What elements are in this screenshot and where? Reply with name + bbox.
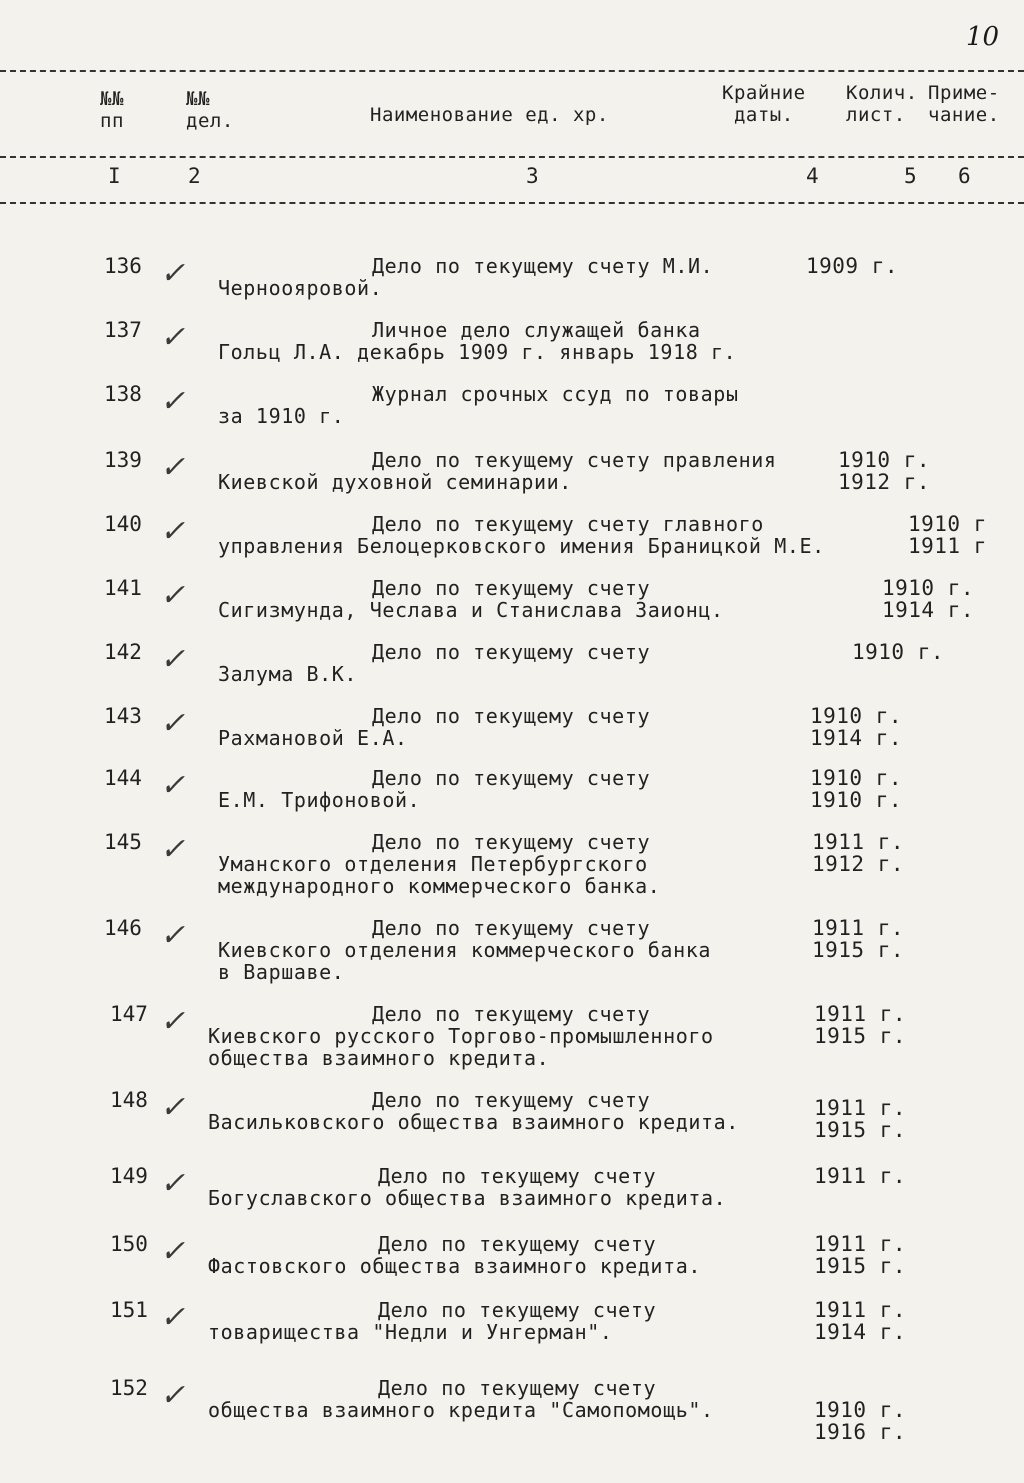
header-col-num: №№ пп xyxy=(100,88,124,132)
list-item xyxy=(0,1164,1024,1234)
check-mark-icon: ✓ xyxy=(160,320,186,355)
column-number-6: 6 xyxy=(958,164,971,188)
entry-date-start: 1911 г. xyxy=(814,1002,907,1026)
entry-title-line2: Киевской духовной семинарии. xyxy=(218,470,572,494)
column-number-1: I xyxy=(108,164,121,188)
entry-title-line3: общества взаимного кредита. xyxy=(208,1046,550,1070)
column-number-2: 2 xyxy=(188,164,201,188)
entry-date-start: 1911 г. xyxy=(812,916,905,940)
list-item xyxy=(0,830,1024,920)
entry-title: Дело по текущему счету xyxy=(372,576,651,600)
check-mark-icon: ✓ xyxy=(160,1166,186,1201)
entry-number: 140 xyxy=(104,512,142,536)
entry-number: 150 xyxy=(110,1232,148,1256)
entry-date-start: 1910 г. xyxy=(810,704,903,728)
entry-number: 145 xyxy=(104,830,142,854)
entry-number: 138 xyxy=(104,382,142,406)
entry-title-line2: Киевского отделения коммерческого банка xyxy=(218,938,711,962)
entry-title: Дело по текущему счету xyxy=(372,766,651,790)
list-item xyxy=(0,382,1024,452)
entry-title: Журнал срочных ссуд по товары xyxy=(372,382,739,406)
column-number-5: 5 xyxy=(904,164,917,188)
list-item xyxy=(0,1232,1024,1302)
entry-number: 146 xyxy=(104,916,142,940)
entry-title-line2: Черноояровой. xyxy=(218,276,383,300)
entry-title-line2: Сигизмунда, Чеслава и Станислава Заионц. xyxy=(218,598,724,622)
entry-title-line2: Гольц Л.А. декабрь 1909 г. январь 1918 г. xyxy=(218,340,737,364)
list-item xyxy=(0,766,1024,836)
list-item xyxy=(0,704,1024,774)
entry-title: Дело по текущему счету xyxy=(372,830,651,854)
list-item xyxy=(0,576,1024,646)
check-mark-icon: ✓ xyxy=(160,768,186,803)
entry-title: Дело по текущему счету xyxy=(378,1376,657,1400)
entry-title-line2: Рахмановой Е.А. xyxy=(218,726,408,750)
check-mark-icon: ✓ xyxy=(160,642,186,677)
entry-title: Дело по текущему счету xyxy=(372,704,651,728)
entry-title-line2: Е.М. Трифоновой. xyxy=(218,788,421,812)
entry-date-start: 1910 г. xyxy=(810,766,903,790)
check-mark-icon: ✓ xyxy=(160,1090,186,1125)
entry-date-end: 1914 г. xyxy=(882,598,975,622)
entry-title: Дело по текущему счету М.И. xyxy=(372,254,714,278)
check-mark-icon: ✓ xyxy=(160,578,186,613)
entry-title: Дело по текущему счету xyxy=(372,916,651,940)
column-number-3: 3 xyxy=(526,164,539,188)
list-item xyxy=(0,318,1024,388)
check-mark-icon: ✓ xyxy=(160,1300,186,1335)
entry-date-start: 1910 г. xyxy=(882,576,975,600)
entry-date-end: 1914 г. xyxy=(814,1320,907,1344)
column-number-4: 4 xyxy=(806,164,819,188)
list-item xyxy=(0,640,1024,710)
entry-number: 137 xyxy=(104,318,142,342)
entry-number: 141 xyxy=(104,576,142,600)
header-col-case: №№ дел. xyxy=(186,88,234,132)
entry-number: 148 xyxy=(110,1088,148,1112)
header-col-sheets: Колич. лист. xyxy=(846,82,918,126)
entry-number: 151 xyxy=(110,1298,148,1322)
check-mark-icon: ✓ xyxy=(160,384,186,419)
entry-title-line2: управления Белоцерковского имения Браницкой М.Е. xyxy=(218,534,825,558)
entry-date-start: 1911 г. xyxy=(814,1298,907,1322)
check-mark-icon: ✓ xyxy=(160,256,186,291)
header-bottom-rule xyxy=(0,202,1024,204)
entry-date-end: 1915 г. xyxy=(814,1118,907,1142)
entry-date-start: 1911 г. xyxy=(814,1164,907,1188)
entry-date-start: 1910 г xyxy=(908,512,987,536)
entry-date-end: 1912 г. xyxy=(812,852,905,876)
entry-date-end: 1911 г xyxy=(908,534,987,558)
check-mark-icon: ✓ xyxy=(160,706,186,741)
entry-title: Дело по текущему счету xyxy=(372,640,651,664)
entry-number: 144 xyxy=(104,766,142,790)
entry-title-line2: Уманского отделения Петербургского xyxy=(218,852,648,876)
entry-title-line2: общества взаимного кредита "Самопомощь". xyxy=(208,1398,714,1422)
list-item xyxy=(0,448,1024,518)
entry-number: 139 xyxy=(104,448,142,472)
entry-date-start: 1911 г. xyxy=(812,830,905,854)
entry-title: Дело по текущему счету xyxy=(378,1232,657,1256)
entry-date-end: 1915 г. xyxy=(812,938,905,962)
entry-number: 149 xyxy=(110,1164,148,1188)
list-item xyxy=(0,1376,1024,1456)
entry-title-line2: Фастовского общества взаимного кредита. xyxy=(208,1254,701,1278)
check-mark-icon: ✓ xyxy=(160,450,186,485)
page-number: 10 xyxy=(966,22,1000,52)
check-mark-icon: ✓ xyxy=(160,918,186,953)
entry-title-line2: за 1910 г. xyxy=(218,404,345,428)
header-col-dates: Крайние даты. xyxy=(722,82,806,126)
entry-number: 136 xyxy=(104,254,142,278)
entry-title: Дело по текущему счету xyxy=(378,1164,657,1188)
list-item xyxy=(0,1088,1024,1158)
entry-date-end: 1915 г. xyxy=(814,1254,907,1278)
entry-title-line2: Киевского русского Торгово-промышленного xyxy=(208,1024,714,1048)
entry-title: Дело по текущему счету xyxy=(378,1298,657,1322)
list-item xyxy=(0,512,1024,582)
entry-number: 147 xyxy=(110,1002,148,1026)
header-top-rule xyxy=(0,70,1024,72)
entry-title-line2: Богуславского общества взаимного кредита. xyxy=(208,1186,727,1210)
entry-title: Личное дело служащей банка xyxy=(372,318,701,342)
check-mark-icon: ✓ xyxy=(160,1378,186,1413)
entry-date-end: 1914 г. xyxy=(810,726,903,750)
entry-date-start: 1909 г. xyxy=(806,254,899,278)
entry-title-line2: Васильковского общества взаимного кредита. xyxy=(208,1110,739,1134)
header-col-title: Наименование ед. хр. xyxy=(370,104,609,126)
entry-date-start: 1911 г. xyxy=(814,1096,907,1120)
list-item xyxy=(0,916,1024,1006)
entry-date-end: 1912 г. xyxy=(838,470,931,494)
entry-number: 142 xyxy=(104,640,142,664)
header-mid-rule xyxy=(0,156,1024,158)
header-col-notes: Приме- чание. xyxy=(928,82,1000,126)
check-mark-icon: ✓ xyxy=(160,514,186,549)
entry-title-line3: международного коммерческого банка. xyxy=(218,874,661,898)
list-item xyxy=(0,254,1024,324)
entry-date-start: 1910 г. xyxy=(814,1398,907,1422)
check-mark-icon: ✓ xyxy=(160,832,186,867)
entry-date-start: 1911 г. xyxy=(814,1232,907,1256)
entry-title: Дело по текущему счету главного xyxy=(372,512,764,536)
entry-title: Дело по текущему счету xyxy=(372,1002,651,1026)
list-item xyxy=(0,1298,1024,1368)
entry-title: Дело по текущему счету xyxy=(372,1088,651,1112)
check-mark-icon: ✓ xyxy=(160,1004,186,1039)
entry-date-end: 1910 г. xyxy=(810,788,903,812)
entry-title-line3: в Варшаве. xyxy=(218,960,345,984)
entry-date-end: 1916 г. xyxy=(814,1420,907,1444)
entry-number: 143 xyxy=(104,704,142,728)
list-item xyxy=(0,1002,1024,1092)
entry-date-end: 1915 г. xyxy=(814,1024,907,1048)
entry-title: Дело по текущему счету правления xyxy=(372,448,777,472)
entry-title-line2: товарищества "Недли и Унгерман". xyxy=(208,1320,613,1344)
check-mark-icon: ✓ xyxy=(160,1234,186,1269)
entry-date-start: 1910 г. xyxy=(852,640,945,664)
entry-title-line2: Залума В.К. xyxy=(218,662,358,686)
entry-date-start: 1910 г. xyxy=(838,448,931,472)
entry-number: 152 xyxy=(110,1376,148,1400)
